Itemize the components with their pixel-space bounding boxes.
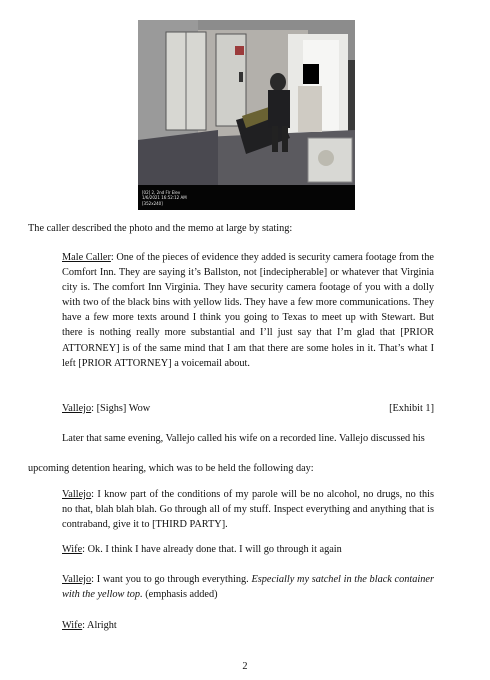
quote-wife-alright: Wife: Alright bbox=[62, 620, 117, 631]
quote-text: I want you to go through everything. bbox=[96, 574, 252, 585]
timestamp-line: [352x240] bbox=[142, 200, 163, 206]
timestamp-line: 1/6/2021 16:52:12 AM bbox=[142, 195, 187, 200]
exhibit-reference: [Exhibit 1] bbox=[389, 403, 434, 414]
quote-male-caller: Male Caller: One of the pieces of evidence they added is security camera footage from the Comfort Inn. They are saying it’s Ballston, not [indecipherable] or whatever that Virginia city is. The comfort Inn Virginia. They have security camera footage of you with a dolly with two of the black bins with yellow lids. They have a few more communications. They have a few more texts around I think you going to Texas to meet up with Stewart. But there is nothing really more substantial and I’ll just say that I’m glad that [PRIOR ATTORNEY] is of the same mind that I am that there are some holes in it. That’s what I left [PRIOR ATTORNEY] a voicemail about. bbox=[62, 252, 435, 369]
intro-paragraph: The caller described the photo and the memo at large by stating: bbox=[28, 223, 293, 234]
quote-vallejo-satchel: Vallejo: I want you to go through everything. Especially my satchel in the black container with the yellow top. (emphasis added) bbox=[62, 574, 435, 601]
speaker-name: Vallejo bbox=[62, 489, 92, 500]
narrative-paragraph: Later that same evening, Vallejo called his wife on a recorded line. Vallejo discussed his bbox=[62, 433, 425, 444]
quote-text: [Sighs] Wow bbox=[96, 403, 151, 414]
emphasized-text: Especially my satchel in the black container with the yellow top. bbox=[62, 574, 435, 601]
security-camera-scene bbox=[138, 20, 355, 210]
quote-text: One of the pieces of evidence they added is security camera footage from the Comfort Inn. They are saying it’s Ballston, not [indecipherable] or whatever that Virginia city is. The comfort Inn Virginia. They have security camera footage of you with a dolly with two of the black bins with yellow lids. They have a few more communications. They have a few more texts around I think you going to Texas to meet up with Stewart. But there is nothing really more substantial and I’ll just say that I’m glad that [PRIOR ATTORNEY] is of the same mind that I am that there are some holes in it. That’s what I left [PRIOR ATTORNEY] a voicemail about. bbox=[62, 252, 435, 369]
quote-wife-reply: Wife: Ok. I think I have already done that. I will go through it again bbox=[62, 544, 342, 555]
camera-timestamp bbox=[142, 190, 187, 207]
quote-vallejo-parole: Vallejo: I know part of the conditions of my parole will be no alcohol, no drugs, no this no that, blah blah blah. Go through all of my stuff. Inspect everything and anything that is contraband, give it to [THIRD PARTY]. bbox=[62, 489, 434, 531]
narrative-paragraph-continued: upcoming detention hearing, which was to be held the following day: bbox=[28, 463, 314, 474]
emphasis-note: (emphasis added) bbox=[142, 589, 218, 601]
speaker-name: Wife bbox=[62, 544, 83, 555]
page-number: 2 bbox=[242, 661, 248, 672]
quote-vallejo-sighs: Vallejo: [Sighs] Wow [Exhibit 1] bbox=[62, 401, 434, 416]
speaker-name: Vallejo bbox=[62, 574, 92, 585]
speaker-name: Male Caller bbox=[62, 252, 111, 263]
quote-text: I know part of the conditions of my parole will be no alcohol, no drugs, no this no that, blah blah blah. Go through all of my stuff. Inspect everything and anything that is contraband, give it to [THIRD PARTY]. bbox=[62, 489, 434, 531]
quote-text: Ok. I think I have already done that. I will go through it again bbox=[87, 544, 342, 555]
quote-text: Alright bbox=[87, 620, 117, 631]
security-camera-photo bbox=[138, 20, 355, 210]
speaker-name: Vallejo bbox=[62, 403, 92, 414]
timestamp-line: [02] 2, 2nd Flr Elev bbox=[142, 189, 181, 195]
speaker-name: Wife bbox=[62, 620, 83, 631]
